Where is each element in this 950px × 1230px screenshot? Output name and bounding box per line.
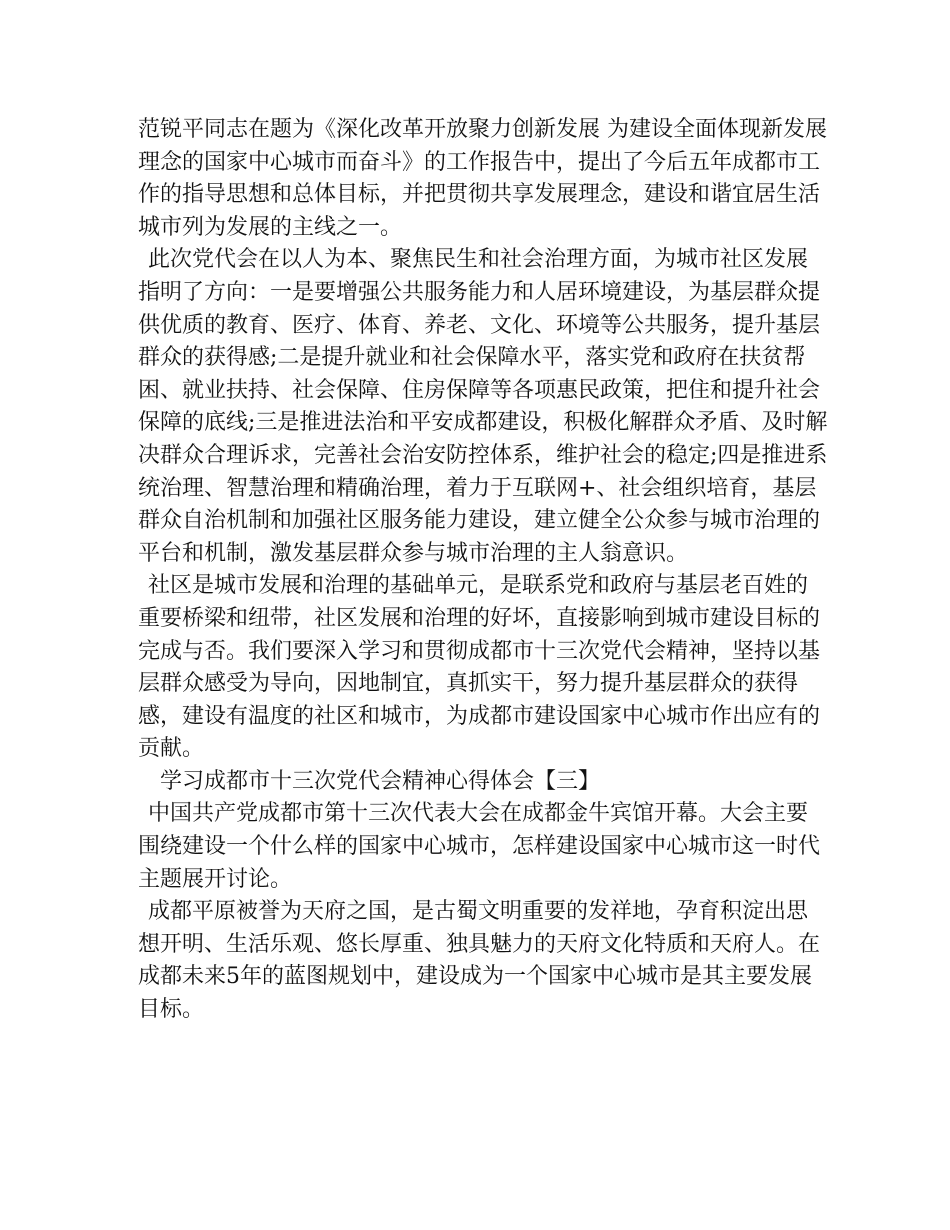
paragraph-congress-opening: 中国共产党成都市第十三次代表大会在成都金牛宾馆开幕。大会主要围绕建设一个什么样的国家中心城市，怎样建设国家中心城市这一时代主题展开讨论。 <box>138 801 821 892</box>
paragraph-community-role: 社区是城市发展和治理的基础单元，是联系党和政府与基层老百姓的重要桥梁和纽带，社区发展和治理的好坏，直接影响到城市建设目标的完成与否。我们要深入学习和贯彻成都市十三次党代会精神，坚持以基层群众感受为导向，因地制宜，真抓实干，努力提升基层群众的获得感，建设有温度的社区和城市，为成都市建设国家中心城市作出应有的贡献。 <box>138 573 821 762</box>
paragraph-congress-direction: 此次党代会在以人为本、聚焦民生和社会治理方面，为城市社区发展指明了方向：一是要增强公共服务能力和人居环境建设，为基层群众提供优质的教育、医疗、体育、养老、文化、环境等公共服务，提升基层群众的获得感;二是提升就业和社会保障水平，落实党和政府在扶贫帮困、就业扶持、社会保障、住房保障等各项惠民政策，把住和提升社会保障的底线;三是推进法治和平安成都建设，积极化解群众矛盾、及时解决群众合理诉求，完善社会治安防控体系，维护社会的稳定;四是推进系统治理、智慧治理和精确治理，着力于互联网+、社会组织培育，基层群众自治机制和加强社区服务能力建设，建立健全公众参与城市治理的平台和机制，激发基层群众参与城市治理的主人翁意识。 <box>138 247 828 566</box>
section-heading: 学习成都市十三次党代会精神心得体会【三】 <box>160 768 601 794</box>
paragraph-chengdu-plain: 成都平原被誉为天府之国，是古蜀文明重要的发祥地，孕育积淀出思想开明、生活乐观、悠长厚重、独具魅力的天府文化特质和天府人。在成都未来5年的蓝图规划中，建设成为一个国家中心城市是其主要发展目标。 <box>138 899 821 1023</box>
document-body <box>138 114 828 1027</box>
paragraph-report-intro: 范锐平同志在题为《深化改革开放聚力创新发展 为建设全面体现新发展理念的国家中心城市而奋斗》的工作报告中，提出了今后五年成都市工作的指导思想和总体目标，并把贯彻共享发展理念，建设和谐宜居生活城市列为发展的主线之一。 <box>138 117 827 240</box>
